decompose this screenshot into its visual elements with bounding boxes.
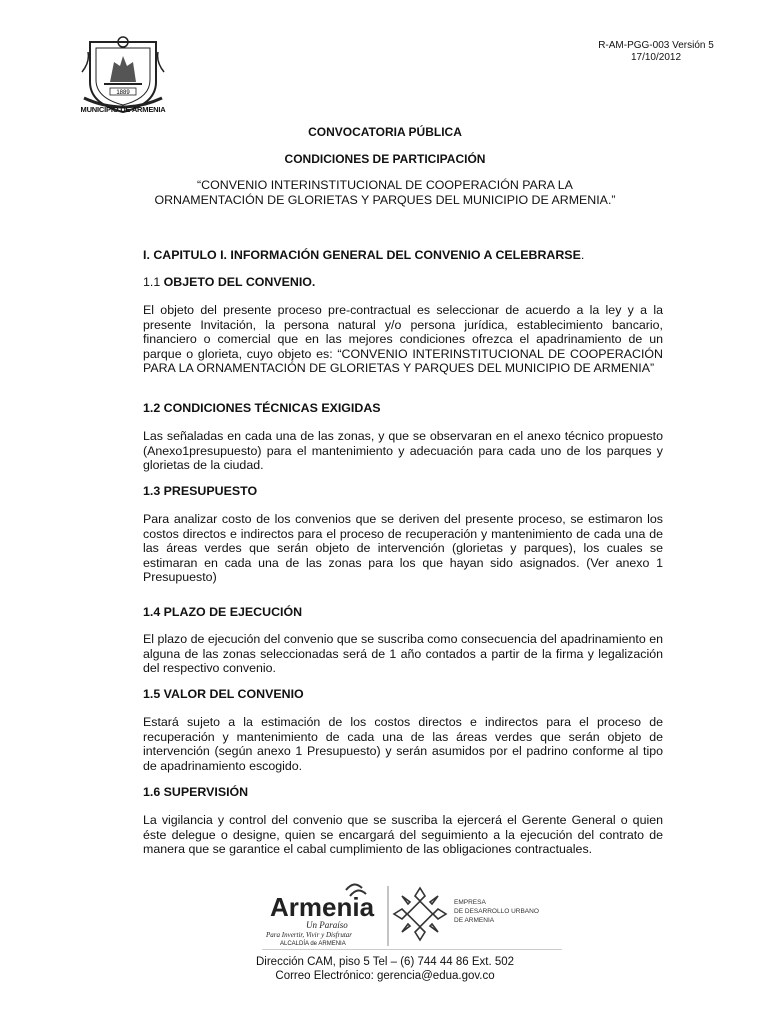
footer-address: Dirección CAM, piso 5 Tel – (6) 744 44 86 Ext. 502: [255, 956, 515, 968]
edua-line-3: DE ARMENIA: [454, 917, 495, 924]
slogan-paraiso: Un Paraíso: [306, 920, 348, 930]
alcaldia-label: ALCALDÍA de ARMENIA: [280, 941, 346, 947]
section-body-1-5: Estará sujeto a la estimación de los costos directos e indirectos para el proceso de recuperación y mantenimiento de cada una de las áreas verdes que serán objeto de intervención (según anexo 1 Presupuesto) y serán asumidos por el padrino conforme al tipo de apadrinamiento escogido.: [143, 715, 663, 773]
document-reference: [586, 40, 726, 64]
ref-code: R-AM-PGG-003 Versión 5: [598, 40, 714, 51]
footer-divider: [262, 949, 562, 950]
section-body-1-1: El objeto del presente proceso pre-contractual es seleccionar de acuerdo a la ley y a la presente Invitación, la persona natural y/o persona jurídica, establecimiento bancario, financiero o comercial que en las mejores condiciones ofrezca el apadrinamiento de un parque o glorieta, cuyo objeto es: “CONVENIO INTERINSTITUCIONAL DE COOPERACIÓN PARA LA ORNAMENTACIÓN DE GLORIETAS Y PARQUES DEL MUNICIPIO DE ARMENIA”: [143, 303, 663, 376]
section-heading-1-5: 1.5 VALOR DEL CONVENIO: [143, 687, 304, 701]
section-heading-1-2: 1.2 CONDICIONES TÉCNICAS EXIGIDAS: [143, 401, 381, 415]
section-heading-1-1: 1.1 OBJETO DEL CONVENIO.: [143, 275, 316, 289]
footer-logos: [262, 878, 562, 948]
section-heading-1-4: 1.4 PLAZO DE EJECUCIÓN: [143, 605, 303, 619]
armenia-logo-text: Armenia: [270, 892, 375, 922]
edua-line-2: DE DESARROLLO URBANO: [454, 908, 539, 915]
edua-logo-icon: [394, 888, 446, 940]
footer-email: Correo Electrónico: gerencia@edua.gov.co: [275, 970, 495, 982]
section-body-1-2: Las señaladas en cada una de las zonas, y que se observaran en el anexo técnico propuesto (Anexo1presupuesto) para el mantenimiento y adecuación para cada uno de los parques y glorietas de la ciudad.: [143, 429, 663, 473]
municipal-seal-icon: [80, 32, 166, 116]
section-heading-1-6: 1.6 SUPERVISIÓN: [143, 785, 249, 799]
ref-date: 17/10/2012: [630, 52, 682, 63]
title-condiciones: CONDICIONES DE PARTICIPACIÓN: [284, 152, 486, 166]
edua-line-1: EMPRESA: [454, 899, 486, 906]
slogan-invertir: Para Invertir, Vivir y Disfrutar: [266, 931, 353, 939]
section-body-1-6: La vigilancia y control del convenio que se suscriba la ejercerá el Gerente General o quien éste delegue o designe, quien se encargará del seguimiento a la ejecución del contrato de manera que se garantice el cabal cumplimiento de las obligaciones contractuales.: [143, 813, 663, 857]
footer-contact: [0, 955, 770, 983]
section-heading-1-3: 1.3 PRESUPUESTO: [143, 484, 258, 498]
section-body-1-4: El plazo de ejecución del convenio que se suscriba como consecuencia del apadrinamiento en alguna de las zonas seleccionadas será de 1 año contados a partir de la firma y legalización del respectivo convenio.: [143, 632, 663, 676]
seal-caption: MUNICIPIO DE ARMENIA: [80, 105, 166, 114]
section-body-1-3: Para analizar costo de los convenios que se deriven del presente proceso, se estimaron los costos directos e indirectos para el proceso de recuperación y mantenimiento de cada una de las áreas verdes que serán objeto de intervención (glorietas y parques), los cuales se estimaran en cada una de las zonas para los que hayan sido asignados. (Ver anexo 1 Presupuesto): [143, 512, 663, 585]
title-convenio: “CONVENIO INTERINSTITUCIONAL DE COOPERACIÓN PARA LA ORNAMENTACIÓN DE GLORIETAS Y PARQUES DEL MUNICIPIO DE ARMENIA.”: [154, 178, 616, 207]
chapter-heading: I. CAPITULO I. INFORMACIÓN GENERAL DEL CONVENIO A CELEBRARSE.: [143, 248, 585, 262]
seal-year: 1889: [116, 90, 130, 96]
title-convocatoria: CONVOCATORIA PÚBLICA: [308, 125, 462, 139]
